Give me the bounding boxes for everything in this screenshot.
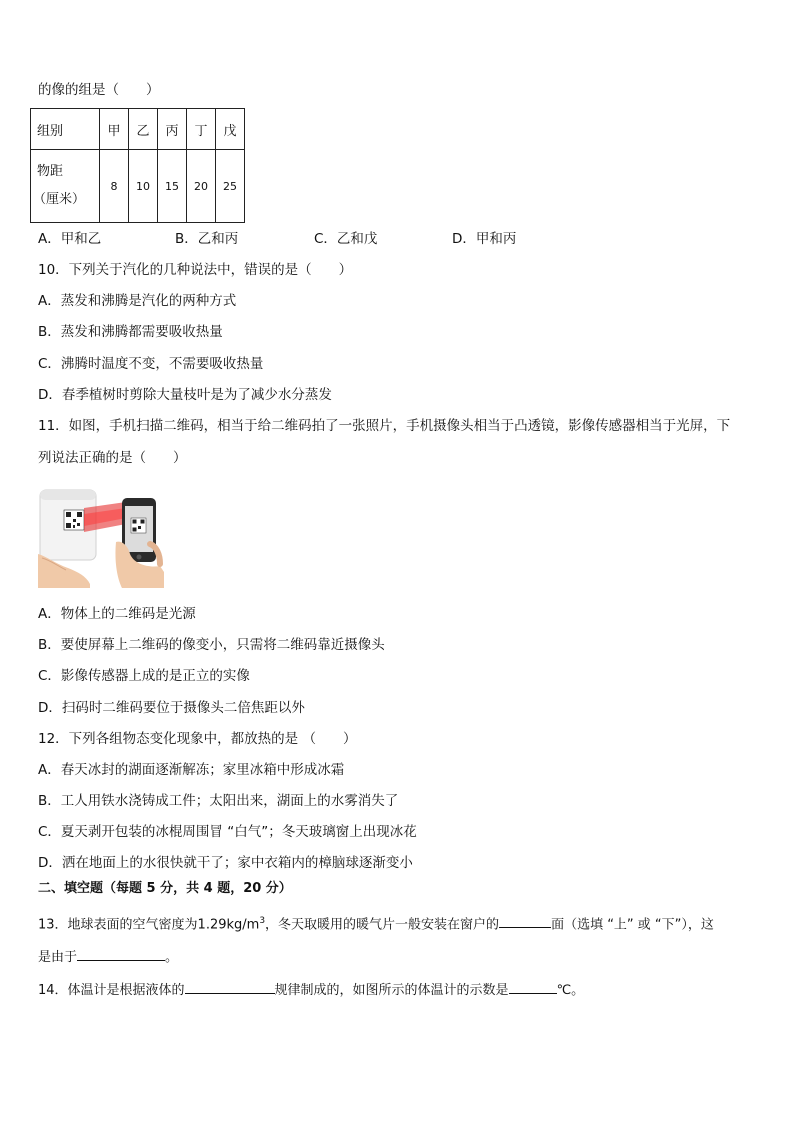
q11-option-d: D．扫码时二维码要位于摄像头二倍焦距以外 [38,700,305,716]
table-row-label [31,150,100,223]
q10-stem: 10．下列关于汽化的几种说法中，错误的是（ ） [38,262,353,278]
q13-text-part2: ，冬天取暖用的暖气片一般安装在窗户的 [265,917,500,933]
table-header-cell: 丁 [187,109,216,150]
q13-answer-blank-1[interactable] [499,913,551,928]
q10-option-a: A．蒸发和沸腾是汽化的两种方式 [38,293,237,309]
q13-line2 [38,946,178,968]
q14-line [38,979,584,1001]
object-distance-table [30,108,245,223]
table-cell: 8 [100,150,129,223]
table-header-cell: 乙 [129,109,158,150]
q9-stem-tail: 的像的组是（ ） [38,82,160,98]
q13-answer-blank-2[interactable] [77,946,165,961]
q11-stem-line1: 11．如图，手机扫描二维码，相当于给二维码拍了一张照片，手机摄像头相当于凸透镜，影像传感器相当于光屏，下 [38,418,731,434]
q12-option-d: D．洒在地面上的水很快就干了；家中衣箱内的樟脑球逐渐变小 [38,855,413,871]
q14-answer-blank-1[interactable] [185,979,275,994]
table-header-cell: 戊 [216,109,245,150]
q10-option-c: C．沸腾时温度不变，不需要吸收热量 [38,356,264,372]
table-header-cell: 丙 [158,109,187,150]
q10-option-b: B．蒸发和沸腾都需要吸收热量 [38,324,223,340]
q11-option-b: B．要使屏幕上二维码的像变小，只需将二维码靠近摄像头 [38,637,385,653]
table-header-cell: 组别 [31,109,100,150]
q14-text-part1: 14．体温计是根据液体的 [38,983,185,998]
q13-text-part1: 13．地球表面的空气密度为1.29kg/m [38,917,260,933]
q9-option-a: A．甲和乙 [38,231,102,247]
row-label-line2: （厘米） [33,192,86,207]
q9-option-d: D．甲和丙 [452,231,517,247]
q13-superscript: 3 [259,916,266,926]
q11-option-c: C．影像传感器上成的是正立的实像 [38,668,250,684]
table-header-cell: 甲 [100,109,129,150]
table-cell: 15 [158,150,187,223]
table-cell: 25 [216,150,245,223]
row-label-line1: 物距 [37,164,64,179]
q13-line2-end: 。 [165,950,179,965]
q13-text-part3: 面（选填 “上” 或 “下”），这 [551,917,714,933]
q12-option-a: A．春天冰封的湖面逐渐解冻；家里冰箱中形成冰霜 [38,762,345,778]
q12-stem: 12．下列各组物态变化现象中，都放热的是 （ ） [38,731,357,747]
q14-text-part3: ℃。 [556,983,585,998]
table-header-row [31,109,245,150]
q14-text-part2: 规律制成的，如图所示的体温计的示数是 [274,983,509,998]
table-row [31,150,245,223]
q9-option-b: B．乙和丙 [175,231,239,247]
q9-option-c: C．乙和戊 [314,231,378,247]
q13-line2-start: 是由于 [38,950,78,965]
q12-option-c: C．夏天剥开包装的冰棍周围冒 “白气”；冬天玻璃窗上出现冰花 [38,824,417,840]
phone-scanning-qr-code-image [38,484,164,588]
q11-option-a: A．物体上的二维码是光源 [38,606,196,622]
q10-option-d: D．春季植树时剪除大量枝叶是为了减少水分蒸发 [38,387,332,403]
q14-answer-blank-2[interactable] [509,979,557,994]
table-cell: 20 [187,150,216,223]
section-title-fill-in: 二、填空题（每题 5 分，共 4 题，20 分） [38,881,292,896]
table-cell: 10 [129,150,158,223]
q12-option-b: B．工人用铁水浇铸成工件；太阳出来，湖面上的水雾消失了 [38,793,399,809]
q13-line1 [38,911,714,935]
q11-stem-line2: 列说法正确的是（ ） [38,450,187,466]
